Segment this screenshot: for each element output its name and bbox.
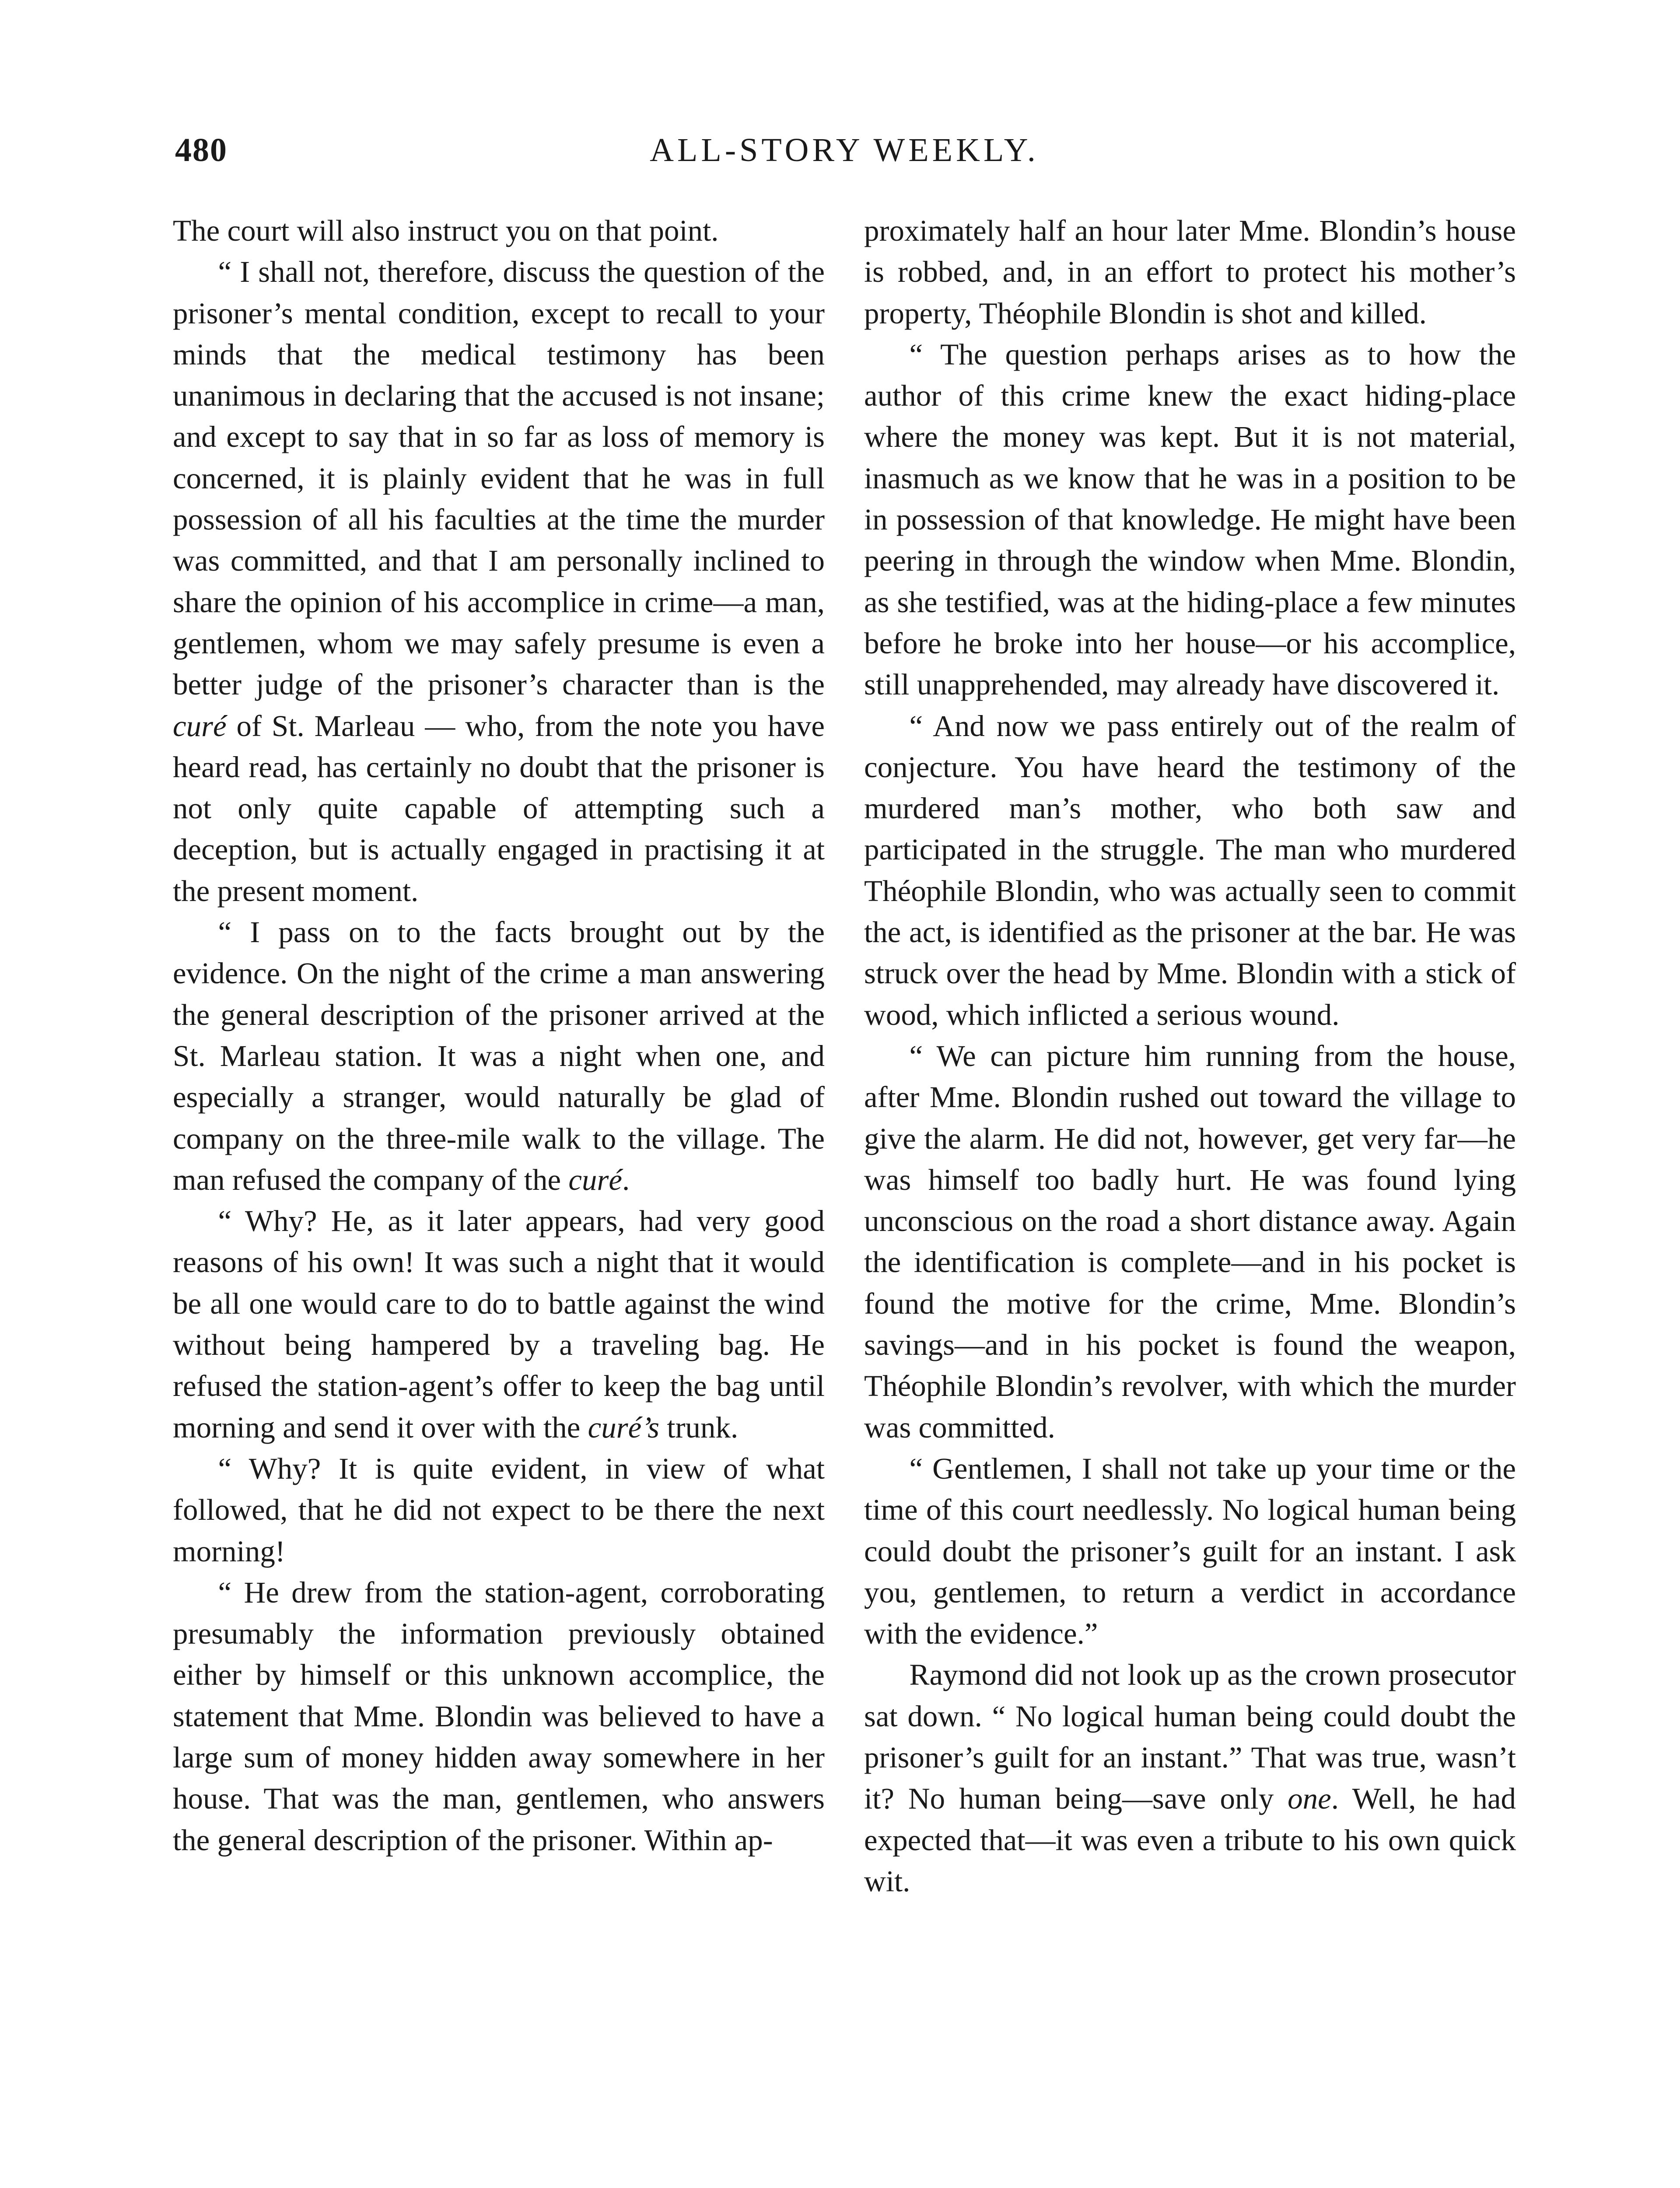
paragraph: “ He drew from the station-agent, corroborating presumably the information previously obtained either by himself or this unknown accomplice, the statement that Mme. Blondin was believed to have a large sum of money hidden away somewhere in her house. That was the man, gentlemen, who answers the general description of the prisoner. Within ap-: [173, 1575, 825, 1857]
italic-text: curé: [173, 709, 227, 743]
italic-text: curé: [568, 1163, 622, 1196]
text-run: of St. Marleau — who, from the note you have heard read, has certainly no doubt that the prisoner is not only quite capable of attempting such a deception, but is actually engaged in practising it at the present moment.: [173, 709, 825, 908]
running-head: ALL-STORY WEEKLY.: [650, 132, 1039, 168]
paragraph: [864, 1654, 1516, 1902]
text-run: “ I pass on to the facts brought out by the evidence. On the night of the crime a man answering the general description of the prisoner arrived at the St. Marleau station. It was a night when one, and especially a stranger, would naturally be glad of company on the three-mile walk to the village. The man refused the company of the: [173, 915, 825, 1196]
paragraph: [173, 1200, 825, 1448]
paragraph: “ Why? It is quite evident, in view of what followed, that he did not expect to be there the next morning!: [173, 1452, 825, 1568]
left-column: [173, 210, 825, 1861]
paragraph: The court will also instruct you on that point.: [173, 214, 719, 247]
text-run: Raymond did not look up as the crown prosecutor sat down. “ No logical human being could doubt the prisoner’s guilt for an instant.” That was true, wasn’t it? No human being—save only: [864, 1658, 1516, 1816]
text-run: trunk.: [659, 1410, 738, 1444]
page-number: 480: [175, 132, 228, 168]
paragraph: [173, 912, 825, 1200]
text-run: . Well, he had expected that—it was even a tribute to his own quick wit.: [864, 1782, 1516, 1898]
italic-text: one: [1288, 1782, 1331, 1816]
paragraph: “ We can picture him running from the house, after Mme. Blondin rushed out toward the village to give the alarm. He did not, however, get very far—he was himself too badly hurt. He was found lying unconscious on the road a short distance away. Again the identification is complete—and in his pocket is found the motive for the crime, Mme. Blondin’s savings—and in his pocket is found the weapon, Théophile Blondin’s revolver, with which the murder was committed.: [864, 1039, 1516, 1444]
paragraph: proximately half an hour later Mme. Blondin’s house is robbed, and, in an effort to protect his mother’s property, Théophile Blondin is shot and killed.: [864, 214, 1516, 330]
text-run: “ I shall not, therefore, discuss the question of the prisoner’s mental condition, except to recall to your minds that the medical testimony has been unanimous in declaring that the accused is not insane; and except to say that in so far as loss of memory is concerned, it is plainly evident that he was in full possession of all his faculties at the time the murder was committed, and that I am personally inclined to share the opinion of his accomplice in crime—a man, gentlemen, whom we may safely presume is even a better judge of the prisoner’s character than is the: [173, 255, 825, 701]
paragraph: [173, 251, 825, 912]
paragraph: “ Gentlemen, I shall not take up your time or the time of this court needlessly. No logical human being could doubt the prisoner’s guilt for an instant. I ask you, gentlemen, to return a verdict in accordance with the evidence.”: [864, 1452, 1516, 1651]
text-run: .: [622, 1163, 630, 1196]
italic-text: curé’s: [588, 1410, 660, 1444]
page-header: [175, 131, 1514, 188]
text-run: “ Why? He, as it later appears, had very good reasons of his own! It was such a night that it would be all one would care to do to battle against the wind without being hampered by a traveling bag. He refused the station-agent’s offer to keep the bag until morning and send it over with the: [173, 1204, 825, 1444]
paragraph: “ And now we pass entirely out of the realm of conjecture. You have heard the testimony of the murdered man’s mother, who both saw and participated in the struggle. The man who murdered Théophile Blondin, who was actually seen to commit the act, is identified as the prisoner at the bar. He was struck over the head by Mme. Blondin with a stick of wood, which inflicted a serious wound.: [864, 709, 1516, 1031]
paragraph: “ The question perhaps arises as to how the author of this crime knew the exact hiding-place where the money was kept. But it is not material, inasmuch as we know that he was in a position to be in possession of that knowledge. He might have been peering in through the window when Mme. Blondin, as she testified, was at the hiding-place a few minutes before he broke into her house—or his accomplice, still unapprehended, may already have discovered it.: [864, 337, 1516, 701]
right-column: [864, 210, 1516, 1902]
